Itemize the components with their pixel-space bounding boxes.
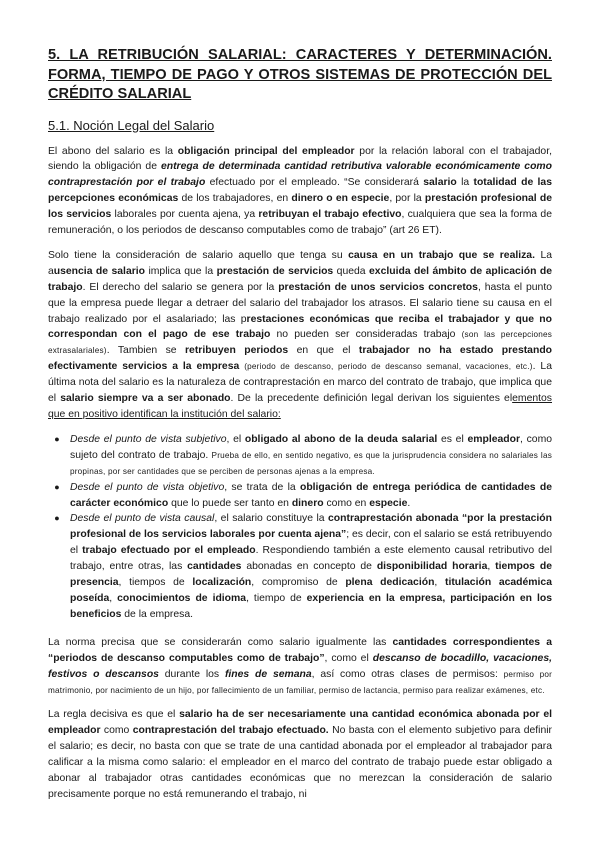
paragraph-decisive-rule: La regla decisiva es que el salario ha de ser necesariamente una cantidad económica abonada por el empleador como contraprestación del trabajo efectuado. No basta con el elemento subjetivo para definir el salario; es decir, no basta con que se trate de una cantidad abonada por el empleador al trabajador para calificar a la misma como salario: el empleador en el marco del contrato de trabajo puede estar obligado a abonar al trabajador otras cantidades económicas que no merezcan la consideración de salario precisamente porque no está remunerando el trabajo, ni bbox=[48, 709, 552, 800]
paragraph-salary-cause: Solo tiene la consideración de salario aquello que tenga su causa en un trabajo que se realiza. La ausencia de salario implica que la prestación de servicios queda excluida del ámbito de aplicación de trabajo. El derecho del salario se genera por la prestación de unos servicios concretos, hasta el punto que la empresa puede llegar a detraer del salario del trabajador los atrasos. El salario tiene su causa en el trabajo realizado por el asalariado; las prestaciones económicas que reciba el trabajador y que no correspondan con el pago de ese trabajo no pueden ser consideradas trabajo (son las percepciones extrasalariales). Tambien se retribuyen periodos en que el trabajador no ha estado prestando efectivamente servicios a la empresa (periodo de descanso, periodo de descanso semanal, vacaciones, etc.). La última nota del salario es la naturaleza de contraprestación en marco del contrato de trabajo, que implica que el salario siempre va a ser abonado. De la precedente definición legal derivan los siguientes elementos que en positivo identifican la institución del salario: bbox=[48, 249, 553, 420]
salary-elements-list bbox=[48, 432, 552, 623]
bullet-icon: ● bbox=[54, 481, 60, 492]
list-item: ● Desde el punto de vista subjetivo, el obligado al abono de la deuda salarial es el empleador, como sujeto del contrato de trabajo. Prueba de ello, en sentido negativo, es que la jurisprudencia considera no salariales las propinas, por ser cantidades que se perciben de personas ajenas a la empresa. bbox=[54, 433, 552, 476]
paragraph-rest-periods: La norma precisa que se considerarán como salario igualmente las cantidades correspondientes a “periodos de descanso computables como de trabajo”, como el descanso de bocadillo, vacaciones, festivos o descansos durante los fines de semana, así como otras clases de permisos: permiso por matrimonio, por nacimiento de un hijo, por fallecimiento de un familiar, permiso de lactancia, permiso para realizar exámenes, etc. bbox=[48, 636, 553, 695]
list-item: ● Desde el punto de vista objetivo, se trata de la obligación de entrega periódica de cantidades de carácter económico que lo puede ser tanto en dinero como en especie. bbox=[54, 481, 552, 509]
list-item: ● Desde el punto de vista causal, el salario constituye la contraprestación abonada “por la prestación profesional de los servicios laborales por cuenta ajena”; es decir, con el salario se está retribuyendo el trabajo efectuado por el empleado. Respondiendo también a este elemento causal retributivo del trabajo, entre otras, las cantidades abonadas en concepto de disponibilidad horaria, tiempos de presencia, tiempos de localización, compromiso de plena dedicación, titulación académica poseída, conocimientos de idioma, tiempo de experiencia en la empresa, participación en los beneficios de la empresa. bbox=[54, 513, 552, 620]
bullet-icon: ● bbox=[54, 513, 60, 524]
document-page bbox=[48, 46, 552, 812]
page-title: 5. LA RETRIBUCIÓN SALARIAL: CARACTERES Y DETERMINACIÓN. FORMA, TIEMPO DE PAGO Y OTROS SISTEMAS DE PROTECCIÓN DEL CRÉDITO SALARIAL bbox=[48, 47, 552, 102]
paragraph-salary-definition: El abono del salario es la obligación principal del empleador por la relación laboral con el trabajador, siendo la obligación de entrega de determinada cantidad retributiva valorable económicamente como contraprestación por el trabajo efectuado por el empleado. “Se considerará salario la totalidad de las percepciones económicas de los trabajadores, en dinero o en especie, por la prestación profesional de los servicios laborales por cuenta ajena, ya retribuyan el trabajo efectivo, cualquiera que sea la forma de remuneración, o los periodos de descanso computables como de trabajo” (art 26 ET). bbox=[48, 145, 553, 237]
bullet-icon: ● bbox=[54, 433, 60, 444]
section-heading: 5.1. Noción Legal del Salario bbox=[48, 117, 215, 133]
